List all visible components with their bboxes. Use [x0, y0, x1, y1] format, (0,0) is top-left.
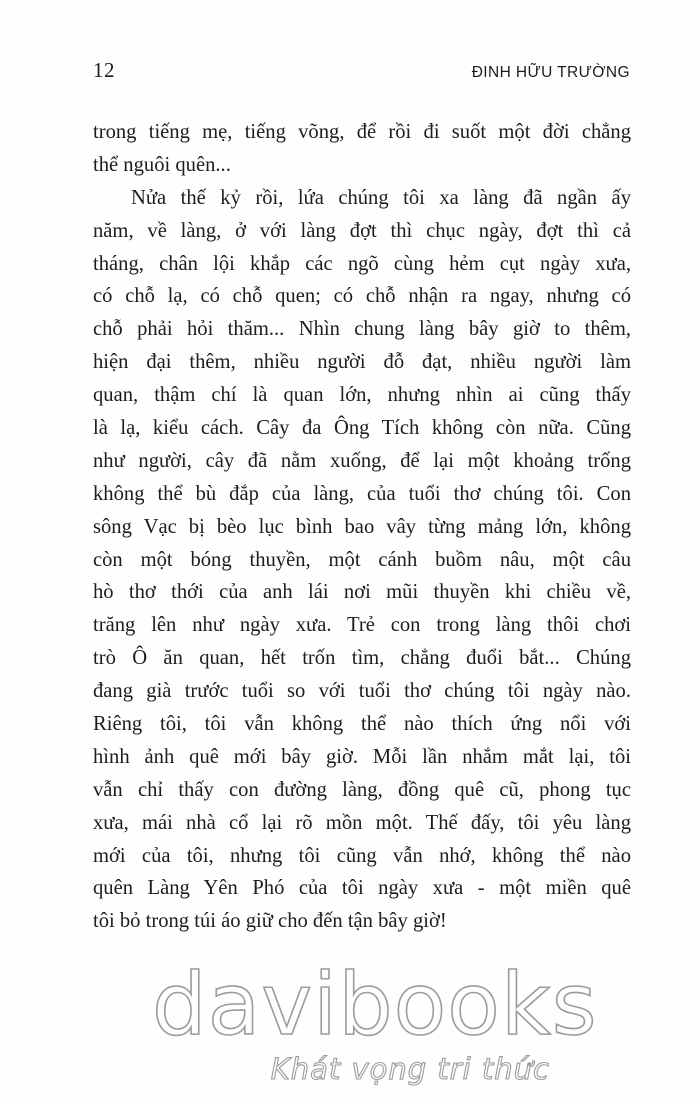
- text-line: Nửa thế kỷ rồi, lứa chúng tôi xa làng đã ngần ấy: [131, 186, 631, 209]
- text-line: tháng, chân lội khắp các ngõ cùng hẻm cụt ngày xưa,: [93, 252, 631, 275]
- text-line: hình ảnh quê mới bây giờ. Mỗi lần nhắm mắt lại, tôi: [93, 745, 631, 768]
- text-line: trăng lên như ngày xưa. Trẻ con trong làng thôi chơi: [93, 614, 631, 637]
- author-running-title: ĐINH HỮU TRƯỜNG: [471, 64, 630, 81]
- text-line: vẫn chỉ thấy con đường làng, đồng quê cũ, phong tục: [93, 778, 631, 801]
- text-line: Riêng tôi, tôi vẫn không thể nào thích ứng nổi với: [93, 713, 631, 736]
- text-line: hò thơ thới của anh lái nơi mũi thuyền khi chiều về,: [93, 581, 631, 604]
- text-line: tôi bỏ trong túi áo giữ cho đến tận bây giờ!: [93, 910, 447, 933]
- text-line: hiện đại thêm, nhiều người đỗ đạt, nhiều người làm: [93, 351, 631, 374]
- text-line: xưa, mái nhà cổ lại rõ mồn một. Thế đấy, tôi yêu làng: [93, 811, 631, 834]
- text-line: mới của tôi, nhưng tôi cũng vẫn nhớ, không thể nào: [93, 844, 631, 867]
- body-text: [93, 116, 631, 938]
- text-line: còn một bóng thuyền, một cánh buồm nâu, một câu: [93, 548, 631, 571]
- text-line: có chỗ lạ, có chỗ quen; có chỗ nhận ra ngay, nhưng có: [93, 285, 631, 308]
- text-line: như người, cây đã nằm xuống, để lại một khoảng trống: [93, 449, 631, 472]
- text-line: trong tiếng mẹ, tiếng võng, để rồi đi suốt một đời chẳng: [93, 121, 631, 143]
- text-line: năm, về làng, ở với làng đợt thì chục ngày, đợt thì cả: [93, 219, 631, 242]
- publisher-watermark: [0, 955, 700, 1101]
- text-line: quan, thậm chí là quan lớn, nhưng nhìn ai cũng thấy: [93, 384, 631, 407]
- text-line: không thể bù đắp của làng, của tuổi thơ chúng tôi. Con: [93, 482, 631, 505]
- page-number: 12: [93, 58, 115, 82]
- text-line: đang già trước tuổi so với tuổi thơ chúng tôi ngày nào.: [93, 680, 631, 703]
- text-line: là lạ, kiểu cách. Cây đa Ông Tích không còn nữa. Cũng: [93, 417, 631, 440]
- running-header: [93, 58, 630, 92]
- text-line: thể nguôi quên...: [93, 153, 231, 176]
- text-line: quên Làng Yên Phó của tôi ngày xưa - một miền quê: [93, 877, 631, 900]
- text-line: chỗ phải hỏi thăm... Nhìn chung làng bây giờ to thêm,: [93, 318, 631, 341]
- text-line: sông Vạc bị bèo lục bình bao vây từng mảng lớn, không: [93, 515, 631, 538]
- text-line: trò Ô ăn quan, hết trốn tìm, chẳng đuổi bắt... Chúng: [93, 647, 631, 670]
- watermark-brand: davibooks: [152, 955, 598, 1055]
- watermark-tagline: Khát vọng tri thức: [270, 1052, 550, 1086]
